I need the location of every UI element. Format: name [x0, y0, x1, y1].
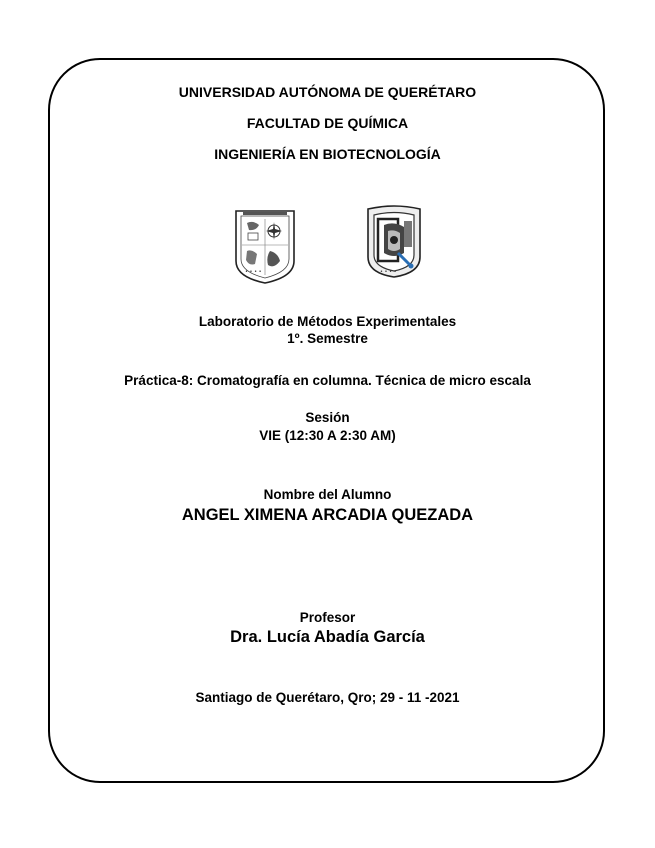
semester: 1º. Semestre [287, 331, 368, 346]
session-schedule: VIE (12:30 A 2:30 AM) [259, 428, 396, 443]
svg-text:• • • •: • • • • [380, 269, 397, 275]
session-label: Sesión [305, 410, 350, 425]
university-name: UNIVERSIDAD AUTÓNOMA DE QUERÉTARO [178, 84, 477, 100]
svg-text:• • • •: • • • • [245, 269, 262, 275]
student-name: ANGEL XIMENA ARCADIA QUEZADA [181, 506, 474, 524]
faculty-chemistry-emblem-icon [364, 203, 424, 284]
professor-name: Dra. Lucía Abadía García [230, 628, 425, 646]
faculty-name: FACULTAD DE QUÍMICA [246, 115, 409, 131]
practice-title: Práctica-8: Cromatografía en columna. Técnica de micro escala [124, 373, 531, 388]
professor-label: Profesor [299, 610, 356, 625]
program-name: INGENIERÍA EN BIOTECNOLOGÍA [214, 146, 441, 162]
student-label: Nombre del Alumno [263, 487, 392, 502]
university-seal-icon [234, 209, 296, 290]
course-name: Laboratorio de Métodos Experimentales [198, 314, 457, 329]
place-date: Santiago de Querétaro, Qro; 29 - 11 -2021 [195, 690, 460, 705]
